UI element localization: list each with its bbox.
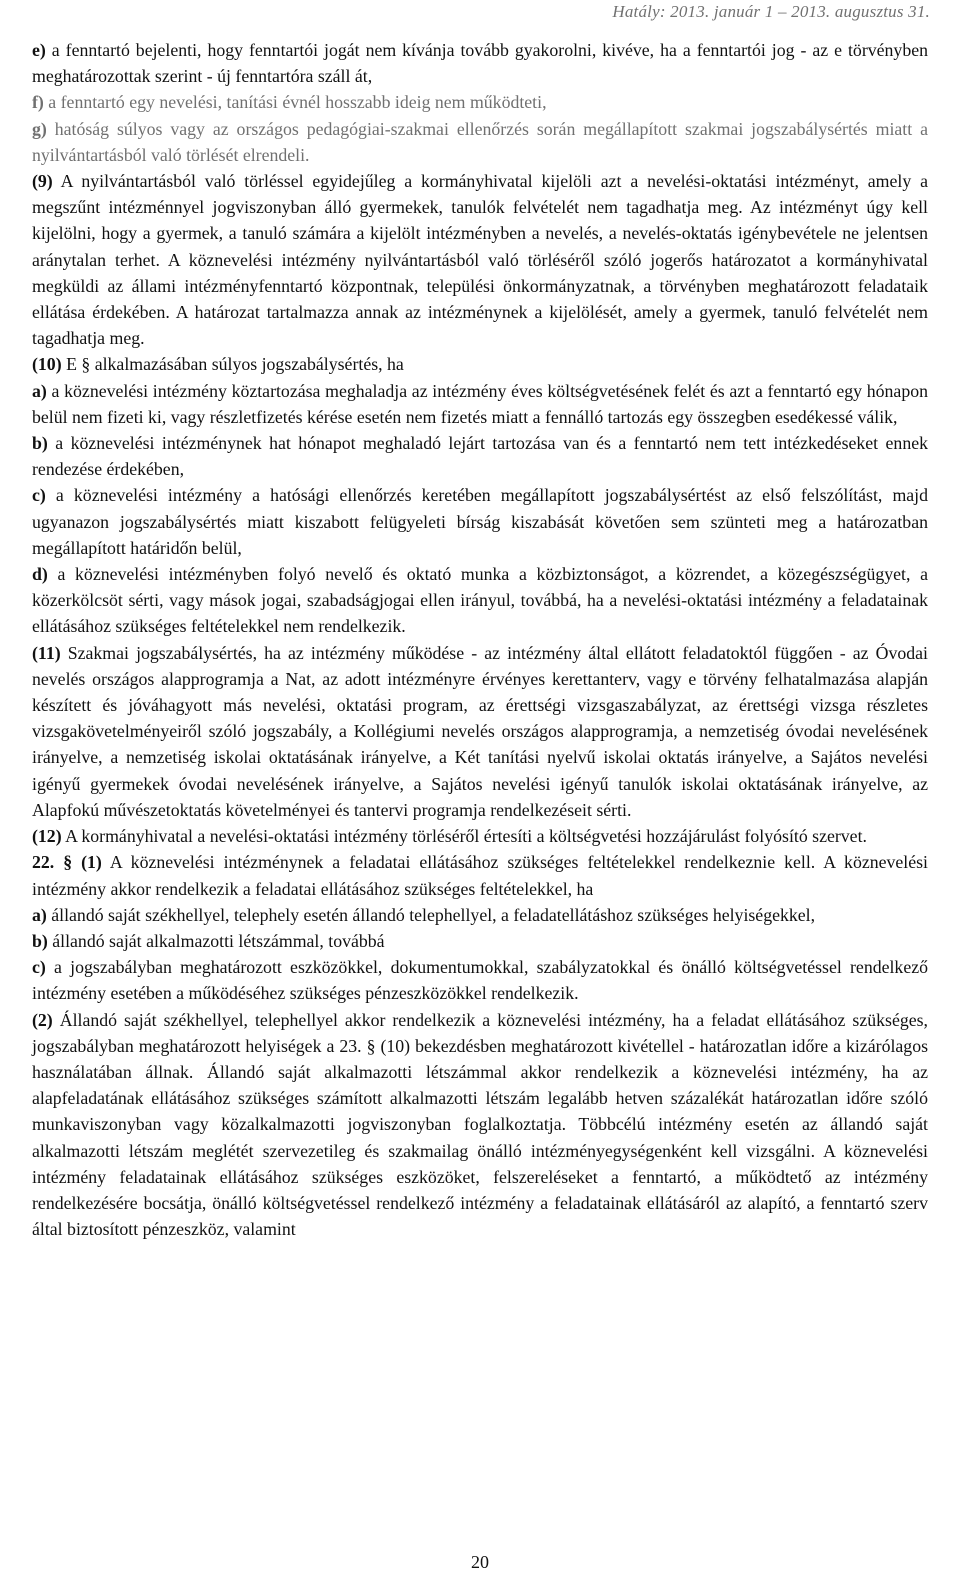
paragraph-text: E § alkalmazásában súlyos jogszabálysértés, ha [61,354,404,375]
paragraph-e [32,37,928,89]
document-body [32,37,928,1242]
paragraph-text: a köznevelési intézményben folyó nevelő és oktató munka a közbiztonságot, a közrendet, a közegészségügyet, a közerkölcsöt sérti, vagy mások jogai, szabadságjogai ellen irányul, továbbá, ha a nevelési-oktatási intézmény a feladatainak ellátásához szükséges feltételekkel nem rendelkezik. [32,564,928,637]
paragraph-lead: 22. § (1) [32,852,102,873]
paragraph-lead: a) [32,380,47,401]
paragraph-lead: (9) [32,171,53,192]
paragraph-text: a jogszabályban meghatározott eszközökkel, dokumentumokkal, szabályzatokkal és önálló költségvetéssel rendelkező intézmény esetében a működéséhez szükséges pénzeszközökkel rendelkezik. [32,957,928,1004]
section-22-paragraph-2 [32,1007,928,1243]
paragraph-lead: c) [32,485,46,506]
paragraph-text: a köznevelési intézmény köztartozása meghaladja az intézmény éves költségvetésének felét és azt a fenntartó egy hónapon belül nem fizeti ki, vagy részletfizetés kérése esetén nem fizetés miatt a fennálló tartozás egy összegben esedékessé válik, [32,380,928,427]
paragraph-lead: a) [32,904,47,925]
paragraph-lead: d) [32,564,48,585]
paragraph-lead: f) [32,92,44,113]
paragraph-9 [32,168,928,351]
paragraph-lead: (12) [32,826,62,847]
paragraph-text: a köznevelési intézménynek hat hónapot meghaladó lejárt tartozása van és a fenntartó nem tett intézkedéseket ennek rendezése érdekében, [32,433,928,480]
paragraph-lead: c) [32,957,46,978]
section-22-point-a [32,902,928,928]
paragraph-lead: b) [32,433,48,454]
paragraph-lead: e) [32,40,46,60]
paragraph-text: A nyilvántartásból való törléssel egyidejűleg a kormányhivatal kijelöli azt a nevelési-oktatási intézményt, amely a megszűnt intézménnyel jogviszonyban álló gyermekek, tanulók felvételét nem tagadhatja meg. Az intézményt úgy kell kijelölni, hogy a gyermek, a tanuló számára a kijelölt intézményben a nevelés, a nevelés-oktatás igénybevétele ne jelentsen aránytalan terhet. A köznevelési intézmény nyilvántartásból való törléséről szóló jogerős határozatot a kormányhivatal megküldi az állami intézményfenntartó központnak, települési önkormányzatnak, a törvényben meghatározott feladataik ellátása érdekében. A határozat tartalmazza annak az intézménynek a kijelölését, amely a gyermek, tanuló felvételét nem tagadhatja meg. [32,171,928,349]
paragraph-lead: (2) [32,1009,53,1030]
paragraph-10c [32,482,928,561]
paragraph-text: állandó saját alkalmazotti létszámmal, továbbá [47,930,385,951]
paragraph-f [32,89,928,115]
section-22-point-c [32,954,928,1006]
paragraph-text: A köznevelési intézménynek a feladatai ellátásához szükséges feltételekkel rendelkeznie kell. A köznevelési intézmény akkor rendelkezik a feladatai ellátásához szükséges feltételekkel, ha [32,852,928,899]
paragraph-lead: g) [32,118,47,139]
paragraph-10d [32,561,928,640]
paragraph-text: a köznevelési intézmény a hatósági ellenőrzés keretében megállapított jogszabálysértést az első felszólítást, majd ugyanazon jogszabálysértés miatt kiszabott felügyeleti bírság kiszabását követően sem szünteti meg a határozatban megállapított határidőn belül, [32,485,928,558]
section-22-paragraph-1 [32,849,928,901]
paragraph-11 [32,640,928,823]
paragraph-text: Állandó saját székhellyel, telephellyel akkor rendelkezik a köznevelési intézmény, ha a feladat ellátásához szükséges, jogszabályban meghatározott helyiségek a 23. § (10) bekezdésben meghatározott kivétellel - határozatlan időre a kizárólagos használatában állnak. Állandó saját alkalmazotti létszámmal akkor rendelkezik a köznevelési intézmény, ha az alapfeladatának ellátásához szükséges számított alkalmazotti létszám legalább hetven százalékát határozatlan időre szóló munkaviszonyban vagy közalkalmazotti jogviszonyban foglalkoztatja. Többcélú intézmény esetén az állandó saját alkalmazotti létszám meglétét szervezetileg és szakmailag önálló intézményegységenként kell vizsgálni. A köznevelési intézmény feladatainak ellátásához szükséges eszközöket, felszereléseket a fenntartó, a működtető az intézmény rendelkezésére bocsátja, önálló költségvetéssel rendelkező intézmény a feladatainak ellátásáról az alapító, a fenntartó szerv által biztosított pénzeszköz, valamint [32,1009,928,1240]
paragraph-g [32,116,928,168]
page-number: 20 [471,1552,489,1572]
paragraph-lead: (11) [32,642,61,663]
paragraph-text: A kormányhivatal a nevelési-oktatási intézmény törléséről értesíti a költségvetési hozzájárulást folyósító szervet. [61,826,867,847]
effective-date-header: Hatály: 2013. január 1 – 2013. augusztus 31. [612,2,930,21]
section-22-point-b [32,928,928,954]
paragraph-10a [32,378,928,430]
paragraph-text: a fenntartó egy nevelési, tanítási évnél hosszabb ideig nem működteti, [43,92,547,113]
paragraph-text: állandó saját székhellyel, telephely esetén állandó telephellyel, a feladatellátáshoz szükséges helyiségekkel, [46,904,816,925]
paragraph-10 [32,351,928,377]
paragraph-10b [32,430,928,482]
paragraph-lead: (10) [32,354,62,375]
paragraph-text: hatóság súlyos vagy az országos pedagógiai-szakmai ellenőrzés során megállapított szakmai jogszabálysértés miatt a nyilvántartásból való törlését elrendeli. [32,118,928,165]
paragraph-12 [32,823,928,849]
paragraph-lead: b) [32,930,48,951]
paragraph-text: Szakmai jogszabálysértés, ha az intézmény működése - az intézmény által ellátott feladatoktól függően - az Óvodai nevelés országos alapprogramja a Nat, az adott intézményre érvényes kerettanterv, vagy e törvény felhatalmazása alapján készített és jóváhagyott más nevelési, oktatási program, az érettségi vizsgaszabályzat, az érettségi vizsga részletes vizsgakövetelményeiről szóló jogszabály, a Kollégiumi nevelés országos alapprogramja, a nemzetiség óvodai nevelésének irányelve, a nemzetiség iskolai oktatásának irányelve, a Két tanítási nyelvű iskolai oktatás irányelve, a Sajátos nevelési igényű gyermekek óvodai nevelésének irányelve, a Sajátos nevelési igényű tanulók iskolai oktatásának irányelve, az Alapfokú művészetoktatás követelményei és tantervi programja rendelkezéseit sérti. [32,642,928,820]
paragraph-text: a fenntartó bejelenti, hogy fenntartói jogát nem kívánja tovább gyakorolni, kivéve, ha a fenntartói jog - az e törvényben meghatározottak szerint - új fenntartóra száll át, [32,40,928,87]
